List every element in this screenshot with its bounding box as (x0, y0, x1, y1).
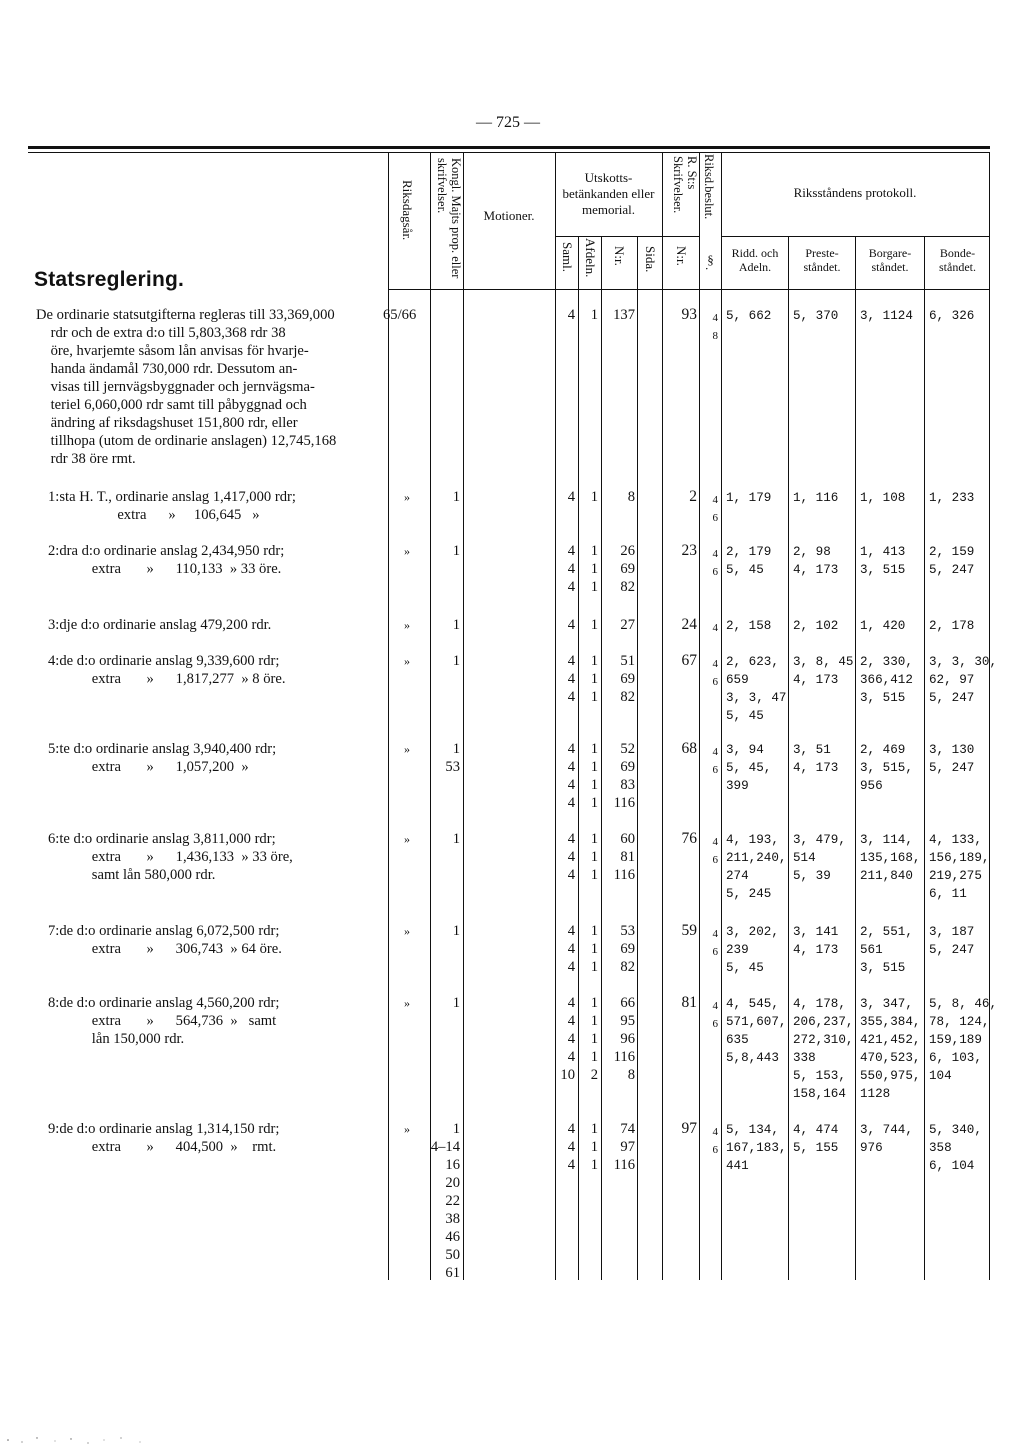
paragraph: 4 8 (712, 312, 718, 342)
afdeln: 1 1 1 (590, 653, 598, 705)
borgare-ref: 3, 744, 976 (860, 1123, 913, 1155)
year: 65/66 (383, 307, 417, 323)
bonde-ref: 2, 178 (929, 619, 975, 633)
nr: 60 81 116 (613, 831, 635, 883)
entry-description: De ordinarie statsutgifterna regleras till 33,369,000 rdr och de extra d:o till 5,803,368 rdr 38 öre, hvarjemte såsom lån anvisas för hvarje- handa ändamål 730,000 rdr. Dessutom an- visas till jernvägsbyggnader och jernvägsma- teriel 6,060,000 rdr samt till påbyggnad och ändring af riksdagshuset 151,800 rdr, eller tillhopa (utom de ordinarie anslagen) 12,745,168 rdr 38 öre rmt. (36, 307, 337, 467)
afdeln: 1 (590, 489, 598, 505)
prop: 1 (452, 995, 460, 1011)
bonde-ref: 5, 340, 358 6, 104 (929, 1123, 982, 1173)
afdeln: 1 1 1 (590, 923, 598, 975)
year: » (404, 996, 410, 1010)
nr: 53 69 82 (620, 923, 635, 975)
header-afdeln: Afdeln. (583, 238, 598, 278)
prop: 1 4–14 16 20 22 38 46 50 61 (430, 1121, 460, 1281)
borgare-ref: 1, 420 (860, 619, 906, 633)
col-line (855, 236, 856, 1280)
borgare-ref: 2, 330, 366,412 3, 515 (860, 655, 913, 705)
nr: 27 (620, 617, 635, 633)
header-bottom-rule (388, 289, 989, 290)
top-rule-thin (28, 152, 990, 153)
entry-description: 9:de d:o ordinarie anslag 1,314,150 rdr; extra » 404,500 » rmt. (48, 1121, 280, 1155)
col-line (721, 152, 722, 1280)
header-subrule (721, 236, 989, 237)
borgare-ref: 3, 1124 (860, 309, 913, 323)
preste-ref: 4, 178, 206,237, 272,310, 338 5, 153, 158,164 (793, 997, 854, 1101)
section-title: Statsreglering. (34, 268, 185, 291)
year: » (404, 1122, 410, 1136)
borgare-ref: 3, 114, 135,168, 211,840 (860, 833, 921, 883)
nr: 52 69 83 116 (613, 741, 635, 811)
year: » (404, 544, 410, 558)
rsts-nr: 24 (681, 616, 697, 633)
entry-description: 4:de d:o ordinarie anslag 9,339,600 rdr; extra » 1,817,277 » 8 öre. (48, 653, 286, 687)
rsts-nr: 68 (681, 740, 697, 757)
ridd-ref: 1, 179 (726, 491, 772, 505)
paragraph: 4 6 (712, 928, 718, 958)
header-bondeståndet: Bonde- ståndet. (939, 246, 976, 274)
page-number: — 725 — (476, 114, 540, 131)
afdeln: 1 (590, 307, 598, 323)
ridd-ref: 4, 545, 571,607, 635 5,8,443 (726, 997, 787, 1065)
rsts-nr: 93 (681, 306, 697, 323)
year: » (404, 742, 410, 756)
prop: 1 (452, 617, 460, 633)
year: » (404, 618, 410, 632)
preste-ref: 3, 141 4, 173 (793, 925, 839, 957)
entry-description: 6:te d:o ordinarie anslag 3,811,000 rdr; extra » 1,436,133 » 33 öre, samt lån 580,000 rdr. (48, 831, 293, 883)
preste-ref: 1, 116 (793, 491, 839, 505)
prop: 1 (452, 831, 460, 847)
year: » (404, 654, 410, 668)
header-nr-rsts: N:r. (674, 246, 689, 266)
header-riksd-beslut: Riksd.beslut. (702, 154, 716, 220)
col-line (430, 152, 431, 1280)
paragraph: 4 (712, 622, 718, 634)
bonde-ref: 5, 8, 46, 78, 124, 159,189 6, 103, 104 (929, 997, 998, 1083)
bonde-ref: 1, 233 (929, 491, 975, 505)
borgare-ref: 2, 469 3, 515, 956 (860, 743, 913, 793)
saml: 4 4 4 (567, 653, 575, 705)
saml: 4 (567, 617, 575, 633)
header-ridd-adeln: Ridd. och Adeln. (731, 246, 779, 274)
top-rule (28, 146, 990, 149)
nr: 66 95 96 116 8 (613, 995, 635, 1083)
header-borgareståndet: Borgare- ståndet. (868, 246, 912, 274)
rsts-nr: 76 (681, 830, 697, 847)
col-line (463, 152, 464, 1280)
nr: 51 69 82 (620, 653, 635, 705)
nr: 74 97 116 (613, 1121, 635, 1173)
paragraph: 4 6 (712, 836, 718, 866)
entry-description: 3:dje d:o ordinarie anslag 479,200 rdr. (48, 617, 272, 633)
afdeln: 1 1 1 1 (590, 741, 598, 811)
nr: 137 (613, 307, 635, 323)
year: » (404, 924, 410, 938)
col-line (989, 152, 990, 1280)
rsts-nr: 23 (681, 542, 697, 559)
afdeln: 1 1 1 (590, 1121, 598, 1173)
bonde-ref: 6, 326 (929, 309, 975, 323)
prop: 1 53 (445, 741, 460, 775)
prop: 1 (452, 653, 460, 669)
borgare-ref: 3, 347, 355,384, 421,452, 470,523, 550,975, 1128 (860, 997, 921, 1101)
rsts-nr: 97 (681, 1120, 697, 1137)
paragraph: 4 6 (712, 548, 718, 578)
preste-ref: 5, 370 (793, 309, 839, 323)
paragraph: 4 6 (712, 494, 718, 524)
header-saml: Saml. (560, 242, 575, 272)
ridd-ref: 5, 134, 167,183, 441 (726, 1123, 787, 1173)
borgare-ref: 1, 108 (860, 491, 906, 505)
rsts-nr: 2 (689, 488, 697, 505)
ridd-ref: 3, 202, 239 5, 45 (726, 925, 779, 975)
saml: 4 4 4 (567, 1121, 575, 1173)
ridd-ref: 4, 193, 211,240, 274 5, 245 (726, 833, 787, 901)
paragraph: 4 6 (712, 1126, 718, 1156)
afdeln: 1 (590, 617, 598, 633)
header-nr-utskott: N:r. (612, 246, 627, 266)
saml: 4 4 4 (567, 923, 575, 975)
paragraph: 4 6 (712, 658, 718, 688)
ridd-ref: 2, 158 (726, 619, 772, 633)
saml: 4 4 4 4 10 (560, 995, 575, 1083)
col-line (924, 236, 925, 1280)
saml: 4 (567, 307, 575, 323)
afdeln: 1 1 1 (590, 831, 598, 883)
entry-description: 2:dra d:o ordinarie anslag 2,434,950 rdr; extra » 110,133 » 33 öre. (48, 543, 285, 577)
saml: 4 4 4 4 (567, 741, 575, 811)
borgare-ref: 1, 413 3, 515 (860, 545, 906, 577)
entry-description: 5:te d:o ordinarie anslag 3,940,400 rdr; extra » 1,057,200 » (48, 741, 277, 775)
prop: 1 (452, 543, 460, 559)
preste-ref: 2, 102 (793, 619, 839, 633)
header-presteståndet: Preste- ståndet. (803, 246, 841, 274)
bonde-ref: 2, 159 5, 247 (929, 545, 975, 577)
saml: 4 4 4 (567, 831, 575, 883)
bonde-ref: 3, 3, 30, 62, 97 5, 247 (929, 655, 998, 705)
bonde-ref: 3, 130 5, 247 (929, 743, 975, 775)
col-line (637, 236, 638, 1280)
header-riksdagsar: Riksdagsår. (400, 180, 415, 241)
afdeln: 1 1 1 1 2 (590, 995, 598, 1083)
prop: 1 (452, 489, 460, 505)
header-protokoll: Riksståndens protokoll. (793, 185, 917, 200)
preste-ref: 3, 479, 514 5, 39 (793, 833, 846, 883)
preste-ref: 3, 8, 45 4, 173 (793, 655, 854, 687)
entry-description: 8:de d:o ordinarie anslag 4,560,200 rdr; extra » 564,736 » samt lån 150,000 rdr. (48, 995, 280, 1047)
col-line (788, 236, 789, 1280)
ridd-ref: 2, 179 5, 45 (726, 545, 772, 577)
preste-ref: 3, 51 4, 173 (793, 743, 839, 775)
rsts-nr: 59 (681, 922, 697, 939)
bonde-ref: 4, 133, 156,189, 219,275 6, 11 (929, 833, 990, 901)
header-utskotts: Utskotts- betänkanden eller memorial. (562, 170, 655, 217)
rsts-nr: 67 (681, 652, 697, 669)
header-paragraph: §. (703, 252, 718, 271)
preste-ref: 4, 474 5, 155 (793, 1123, 839, 1155)
ridd-ref: 3, 94 5, 45, 399 (726, 743, 772, 793)
header-kongl-prop: Kongl. Majts prop. eller skrifvelser. (435, 158, 463, 279)
year: » (404, 832, 410, 846)
header-motioner: Motioner. (483, 208, 535, 223)
nr: 8 (627, 489, 635, 505)
entry-description: 1:sta H. T., ordinarie anslag 1,417,000 rdr; extra » 106,645 » (48, 489, 296, 523)
header-sida: Sida. (643, 246, 658, 273)
saml: 4 4 4 (567, 543, 575, 595)
entry-description: 7:de d:o ordinarie anslag 6,072,500 rdr; extra » 306,743 » 64 öre. (48, 923, 282, 957)
nr: 26 69 82 (620, 543, 635, 595)
rsts-nr: 81 (681, 994, 697, 1011)
header-rsts-skrifvelser: R. St:s Skrifvelser. (671, 156, 699, 214)
preste-ref: 2, 98 4, 173 (793, 545, 839, 577)
scan-speckle (0, 1432, 180, 1446)
ridd-ref: 2, 623, 659 3, 3, 47 5, 45 (726, 655, 787, 723)
paragraph: 4 6 (712, 746, 718, 776)
ridd-ref: 5, 662 (726, 309, 772, 323)
borgare-ref: 2, 551, 561 3, 515 (860, 925, 913, 975)
header-subrule (555, 236, 699, 237)
saml: 4 (567, 489, 575, 505)
paragraph: 4 6 (712, 1000, 718, 1030)
prop: 1 (452, 923, 460, 939)
bonde-ref: 3, 187 5, 247 (929, 925, 975, 957)
year: » (404, 490, 410, 504)
afdeln: 1 1 1 (590, 543, 598, 595)
